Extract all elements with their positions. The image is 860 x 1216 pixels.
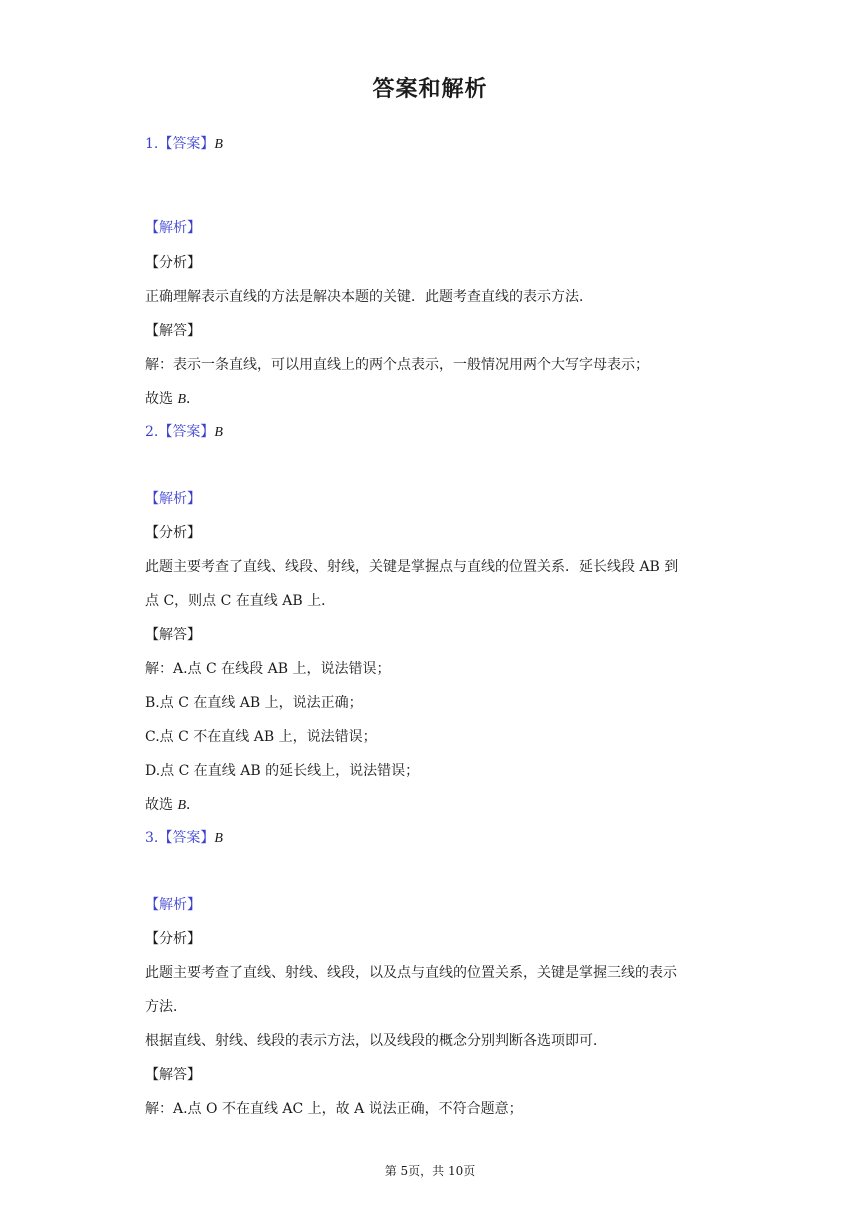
q2-fenxi-heading: 【分析】: [145, 525, 201, 541]
q2-option-d: D.点 C 在直线 AB 的延长线上，说法错误；: [145, 763, 420, 779]
q2-analysis-line-2: 点 C，则点 C 在直线 AB 上．: [145, 593, 336, 609]
q1-analysis: 正确理解表示直线的方法是解决本题的关键．此题考查直线的表示方法．: [145, 289, 593, 305]
q2-analysis-line-1: 此题主要考查了直线、线段、射线，关键是掌握点与直线的位置关系．延长线段 AB 到: [145, 559, 679, 575]
q1-answer: B: [214, 137, 223, 152]
q3-answer: B: [214, 831, 223, 846]
q1-answer-tag: 【答案】: [158, 136, 215, 152]
q3-analysis-line-2: 方法．: [145, 999, 187, 1015]
q2-conclusion-text: 故选: [145, 797, 173, 813]
q2-conclusion: [145, 795, 200, 816]
q2-option-c: C.点 C 不在直线 AB 上，说法错误；: [145, 729, 377, 745]
q2-answer: B: [214, 425, 223, 440]
q3-analysis-line-1: 此题主要考查了直线、射线、线段，以及点与直线的位置关系，关键是掌握三线的表示: [145, 965, 677, 981]
q2-conclusion-letter: B: [177, 798, 187, 813]
q1-solution: 解：表示一条直线，可以用直线上的两个点表示，一般情况用两个大写字母表示；: [145, 357, 649, 373]
q2-option-a: 解：A.点 C 在线段 AB 上，说法错误；: [145, 661, 391, 677]
q1-conclusion-end: ．: [186, 391, 201, 407]
page-title: 答案和解析: [372, 77, 488, 102]
q1-jiexi-heading: 【解析】: [145, 220, 201, 236]
q3-analysis-line-3: 根据直线、射线、线段的表示方法，以及线段的概念分别判断各选项即可．: [145, 1033, 607, 1049]
q2-answer-line: [145, 422, 223, 443]
q3-number: 3.: [145, 830, 159, 846]
q3-fenxi-heading: 【分析】: [145, 931, 201, 947]
q1-jieda-heading: 【解答】: [145, 323, 201, 339]
q2-jiexi-heading: 【解析】: [145, 491, 201, 507]
q2-answer-tag: 【答案】: [158, 424, 215, 440]
q2-jieda-heading: 【解答】: [145, 627, 201, 643]
q1-conclusion-text: 故选: [145, 391, 173, 407]
q2-number: 2.: [145, 424, 159, 440]
q3-answer-line: [145, 828, 223, 849]
q1-number: 1.: [145, 136, 159, 152]
page-footer: 第 5页，共 10页: [384, 1164, 476, 1178]
q2-conclusion-end: ．: [186, 797, 201, 813]
q3-option-a: 解：A.点 O 不在直线 AC 上，故 A 说法正确，不符合题意；: [145, 1101, 523, 1117]
q3-answer-tag: 【答案】: [158, 830, 215, 846]
q1-conclusion-letter: B: [177, 392, 187, 407]
q3-jieda-heading: 【解答】: [145, 1067, 201, 1083]
q1-conclusion: [145, 389, 200, 410]
q3-jiexi-heading: 【解析】: [145, 897, 201, 913]
q1-fenxi-heading: 【分析】: [145, 255, 201, 271]
q1-answer-line: [145, 134, 223, 155]
q2-option-b: B.点 C 在直线 AB 上，说法正确；: [145, 695, 363, 711]
